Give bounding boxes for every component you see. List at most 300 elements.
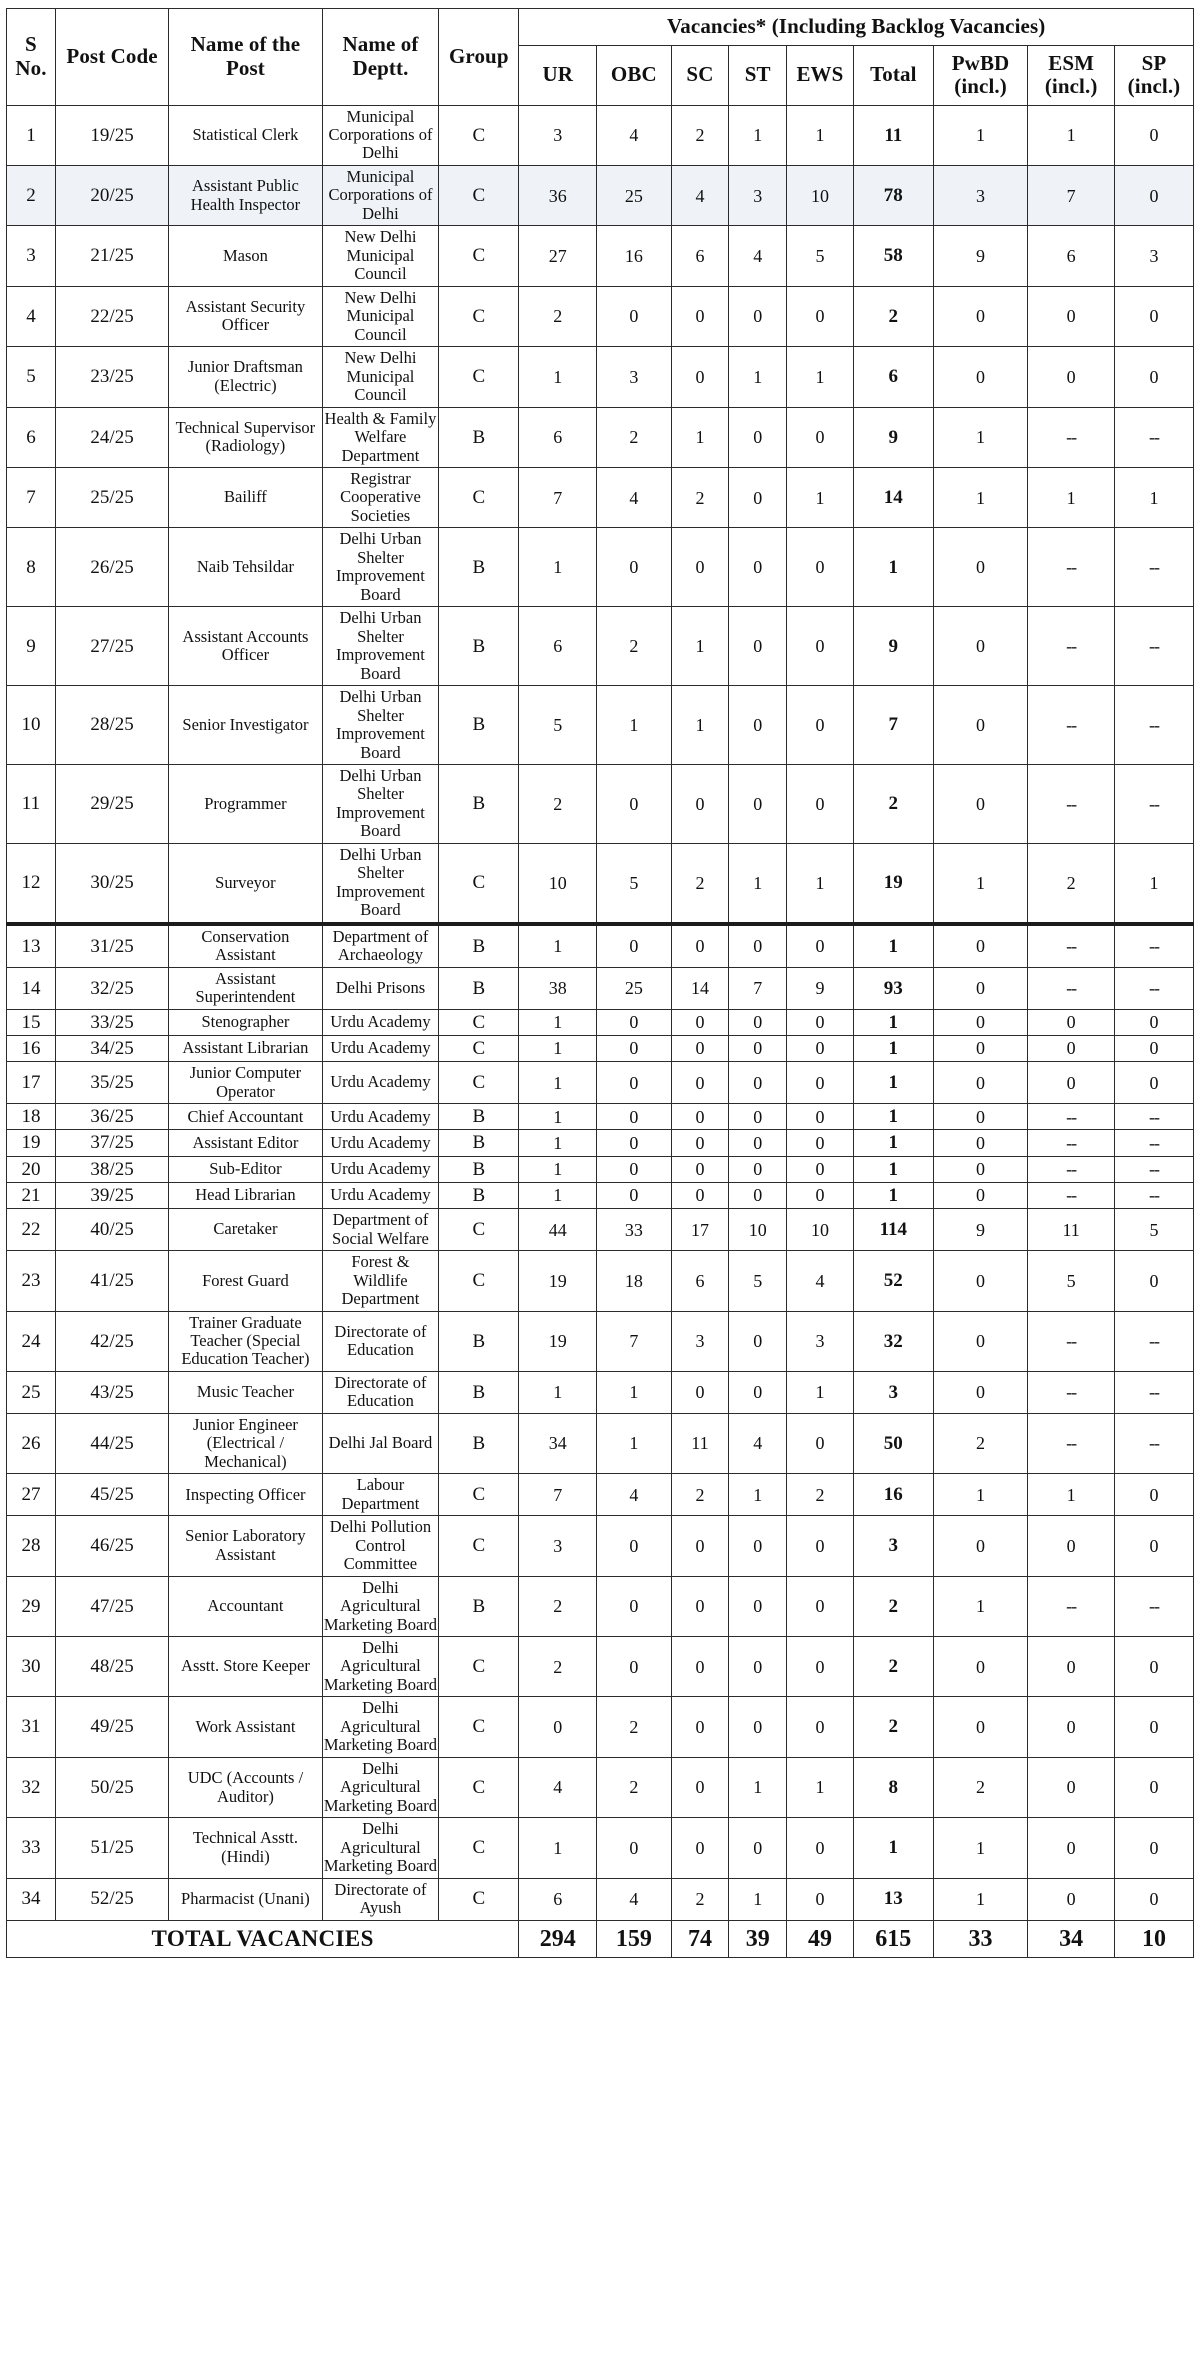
cell-ews: 2 xyxy=(787,1474,854,1516)
cell-pwbd: 0 xyxy=(933,1516,1027,1576)
cell-sc: 0 xyxy=(671,1757,729,1817)
cell-post-code: 50/25 xyxy=(55,1757,168,1817)
cell-post-code: 21/25 xyxy=(55,226,168,286)
cell-s-no: 30 xyxy=(7,1637,56,1697)
cell-sc: 0 xyxy=(671,1818,729,1878)
cell-post-code: 27/25 xyxy=(55,607,168,686)
cell-post-code: 44/25 xyxy=(55,1413,168,1473)
cell-pwbd: 1 xyxy=(933,843,1027,923)
cell-post-name: Junior Draftsman (Electric) xyxy=(169,347,322,407)
cell-ews: 0 xyxy=(787,765,854,844)
cell-pwbd: 0 xyxy=(933,1371,1027,1413)
cell-sc: 2 xyxy=(671,1474,729,1516)
cell-total: 2 xyxy=(853,286,933,346)
cell-ews: 0 xyxy=(787,924,854,967)
cell-ews: 0 xyxy=(787,1697,854,1757)
column-header-name-of-deptt-line2: Deptt. xyxy=(352,55,409,80)
cell-st: 0 xyxy=(729,1182,787,1208)
cell-ews: 0 xyxy=(787,1182,854,1208)
cell-obc: 33 xyxy=(597,1209,671,1251)
cell-s-no: 5 xyxy=(7,347,56,407)
cell-total: 1 xyxy=(853,1156,933,1182)
cell-st: 0 xyxy=(729,1637,787,1697)
cell-deptt-name: Delhi Agricultural Marketing Board xyxy=(322,1637,439,1697)
cell-ur: 1 xyxy=(519,1156,597,1182)
cell-st: 10 xyxy=(729,1209,787,1251)
cell-st: 0 xyxy=(729,467,787,527)
cell-total: 16 xyxy=(853,1474,933,1516)
cell-sc: 0 xyxy=(671,1009,729,1035)
cell-post-code: 46/25 xyxy=(55,1516,168,1576)
cell-pwbd: 0 xyxy=(933,1697,1027,1757)
cell-deptt-name: Urdu Academy xyxy=(322,1182,439,1208)
cell-group: C xyxy=(439,1474,519,1516)
cell-post-name: Statistical Clerk xyxy=(169,105,322,165)
cell-sp: 0 xyxy=(1114,1474,1193,1516)
table-row xyxy=(7,1516,1194,1576)
cell-sc: 0 xyxy=(671,528,729,607)
cell-esm: -- xyxy=(1028,1104,1115,1130)
cell-st: 1 xyxy=(729,843,787,923)
cell-deptt-name: Delhi Urban Shelter Improvement Board xyxy=(322,843,439,923)
table-row xyxy=(7,1251,1194,1311)
cell-obc: 0 xyxy=(597,1035,671,1061)
cell-total: 1 xyxy=(853,924,933,967)
cell-st: 1 xyxy=(729,105,787,165)
cell-st: 0 xyxy=(729,407,787,467)
cell-total: 2 xyxy=(853,1637,933,1697)
cell-deptt-name: Delhi Agricultural Marketing Board xyxy=(322,1576,439,1636)
column-header-name-of-post-line1: Name of the xyxy=(190,32,301,57)
cell-ur: 6 xyxy=(519,1878,597,1920)
cell-sc: 0 xyxy=(671,1104,729,1130)
cell-sc: 1 xyxy=(671,686,729,765)
cell-post-code: 25/25 xyxy=(55,467,168,527)
cell-sc: 0 xyxy=(671,1371,729,1413)
cell-sp: 0 xyxy=(1114,165,1193,225)
cell-ur: 6 xyxy=(519,407,597,467)
cell-post-name: Stenographer xyxy=(169,1009,322,1035)
table-row xyxy=(7,407,1194,467)
cell-esm: -- xyxy=(1028,1130,1115,1156)
table-row xyxy=(7,1371,1194,1413)
cell-sc: 1 xyxy=(671,607,729,686)
cell-sp: 3 xyxy=(1114,226,1193,286)
cell-deptt-name: Directorate of Education xyxy=(322,1371,439,1413)
column-header-pwbd xyxy=(933,45,1027,105)
cell-s-no: 27 xyxy=(7,1474,56,1516)
cell-st: 0 xyxy=(729,1818,787,1878)
cell-s-no: 13 xyxy=(7,924,56,967)
cell-pwbd: 0 xyxy=(933,1035,1027,1061)
cell-total: 14 xyxy=(853,467,933,527)
cell-s-no: 15 xyxy=(7,1009,56,1035)
cell-post-name: Assistant Superintendent xyxy=(169,967,322,1009)
cell-deptt-name: Delhi Prisons xyxy=(322,967,439,1009)
column-header-name-of-post-line2: Post xyxy=(225,55,265,80)
cell-sp: 0 xyxy=(1114,286,1193,346)
column-header-esm-line1: ESM xyxy=(1048,50,1095,75)
cell-deptt-name: Department of Archaeology xyxy=(322,924,439,967)
cell-sc: 0 xyxy=(671,1035,729,1061)
cell-pwbd: 0 xyxy=(933,1311,1027,1371)
cell-post-code: 51/25 xyxy=(55,1818,168,1878)
cell-obc: 0 xyxy=(597,1182,671,1208)
cell-s-no: 16 xyxy=(7,1035,56,1061)
cell-ur: 1 xyxy=(519,347,597,407)
cell-ews: 10 xyxy=(787,165,854,225)
cell-sc: 11 xyxy=(671,1413,729,1473)
cell-obc: 4 xyxy=(597,1878,671,1920)
cell-st: 0 xyxy=(729,686,787,765)
column-header-pwbd-line1: PwBD xyxy=(951,50,1010,75)
cell-ews: 0 xyxy=(787,1156,854,1182)
cell-pwbd: 0 xyxy=(933,765,1027,844)
cell-esm: -- xyxy=(1028,407,1115,467)
cell-sp: 1 xyxy=(1114,843,1193,923)
table-row xyxy=(7,1311,1194,1371)
cell-sp: 0 xyxy=(1114,1062,1193,1104)
cell-st: 5 xyxy=(729,1251,787,1311)
cell-post-code: 22/25 xyxy=(55,286,168,346)
total-sp: 10 xyxy=(1114,1920,1193,1958)
cell-s-no: 23 xyxy=(7,1251,56,1311)
column-header-group: Group xyxy=(439,9,519,106)
cell-total: 11 xyxy=(853,105,933,165)
cell-group: B xyxy=(439,1130,519,1156)
cell-esm: -- xyxy=(1028,924,1115,967)
cell-ews: 0 xyxy=(787,1516,854,1576)
table-row xyxy=(7,1182,1194,1208)
cell-obc: 0 xyxy=(597,765,671,844)
table-row xyxy=(7,1697,1194,1757)
cell-sp: -- xyxy=(1114,1413,1193,1473)
cell-post-code: 26/25 xyxy=(55,528,168,607)
cell-esm: -- xyxy=(1028,1156,1115,1182)
cell-ews: 1 xyxy=(787,843,854,923)
cell-s-no: 20 xyxy=(7,1156,56,1182)
table-row xyxy=(7,226,1194,286)
cell-ews: 1 xyxy=(787,105,854,165)
cell-group: B xyxy=(439,765,519,844)
column-header-name-of-deptt xyxy=(322,9,439,106)
cell-st: 0 xyxy=(729,1311,787,1371)
cell-obc: 25 xyxy=(597,967,671,1009)
cell-sp: 0 xyxy=(1114,1878,1193,1920)
cell-ur: 3 xyxy=(519,105,597,165)
cell-st: 1 xyxy=(729,1757,787,1817)
cell-ews: 1 xyxy=(787,467,854,527)
cell-ur: 5 xyxy=(519,686,597,765)
cell-deptt-name: Urdu Academy xyxy=(322,1104,439,1130)
cell-deptt-name: Registrar Cooperative Societies xyxy=(322,467,439,527)
cell-st: 0 xyxy=(729,607,787,686)
cell-ews: 0 xyxy=(787,1104,854,1130)
cell-ur: 10 xyxy=(519,843,597,923)
cell-sc: 17 xyxy=(671,1209,729,1251)
cell-obc: 0 xyxy=(597,1104,671,1130)
column-header-s-no-line2: No. xyxy=(15,55,47,80)
cell-ur: 19 xyxy=(519,1311,597,1371)
cell-deptt-name: Labour Department xyxy=(322,1474,439,1516)
cell-sp: 0 xyxy=(1114,1697,1193,1757)
column-header-s-no xyxy=(7,9,56,106)
cell-deptt-name: Urdu Academy xyxy=(322,1156,439,1182)
cell-esm: 0 xyxy=(1028,1697,1115,1757)
cell-deptt-name: Delhi Jal Board xyxy=(322,1413,439,1473)
cell-st: 0 xyxy=(729,1156,787,1182)
cell-post-name: Surveyor xyxy=(169,843,322,923)
cell-group: C xyxy=(439,467,519,527)
cell-group: C xyxy=(439,286,519,346)
cell-group: B xyxy=(439,528,519,607)
cell-obc: 1 xyxy=(597,1371,671,1413)
cell-sp: 0 xyxy=(1114,1818,1193,1878)
cell-sc: 0 xyxy=(671,1637,729,1697)
cell-total: 3 xyxy=(853,1371,933,1413)
cell-esm: -- xyxy=(1028,765,1115,844)
cell-deptt-name: Directorate of Education xyxy=(322,1311,439,1371)
cell-ews: 1 xyxy=(787,1757,854,1817)
cell-group: C xyxy=(439,105,519,165)
cell-group: C xyxy=(439,1035,519,1061)
cell-deptt-name: Health & Family Welfare Department xyxy=(322,407,439,467)
cell-s-no: 26 xyxy=(7,1413,56,1473)
cell-s-no: 32 xyxy=(7,1757,56,1817)
total-total: 615 xyxy=(853,1920,933,1958)
cell-group: C xyxy=(439,1209,519,1251)
cell-group: C xyxy=(439,1697,519,1757)
cell-obc: 4 xyxy=(597,105,671,165)
cell-ur: 1 xyxy=(519,1130,597,1156)
total-ews: 49 xyxy=(787,1920,854,1958)
column-header-post-code: Post Code xyxy=(55,9,168,106)
cell-pwbd: 1 xyxy=(933,105,1027,165)
cell-pwbd: 1 xyxy=(933,407,1027,467)
cell-sc: 0 xyxy=(671,1697,729,1757)
cell-obc: 2 xyxy=(597,1697,671,1757)
table-row xyxy=(7,1637,1194,1697)
column-header-obc: OBC xyxy=(597,45,671,105)
cell-group: B xyxy=(439,1576,519,1636)
column-header-sp-line2: (incl.) xyxy=(1127,74,1181,99)
cell-post-name: Chief Accountant xyxy=(169,1104,322,1130)
cell-group: B xyxy=(439,967,519,1009)
column-header-total: Total xyxy=(853,45,933,105)
cell-ur: 19 xyxy=(519,1251,597,1311)
cell-post-name: Music Teacher xyxy=(169,1371,322,1413)
cell-obc: 7 xyxy=(597,1311,671,1371)
cell-pwbd: 0 xyxy=(933,1637,1027,1697)
cell-sc: 0 xyxy=(671,1516,729,1576)
cell-esm: 0 xyxy=(1028,1637,1115,1697)
cell-post-name: Caretaker xyxy=(169,1209,322,1251)
cell-sc: 2 xyxy=(671,105,729,165)
cell-post-code: 47/25 xyxy=(55,1576,168,1636)
cell-deptt-name: Delhi Pollution Control Committee xyxy=(322,1516,439,1576)
cell-st: 0 xyxy=(729,1516,787,1576)
cell-esm: 0 xyxy=(1028,1035,1115,1061)
cell-deptt-name: Urdu Academy xyxy=(322,1130,439,1156)
cell-post-code: 49/25 xyxy=(55,1697,168,1757)
column-header-st: ST xyxy=(729,45,787,105)
cell-esm: -- xyxy=(1028,686,1115,765)
vacancy-table xyxy=(6,8,1194,1958)
cell-s-no: 19 xyxy=(7,1130,56,1156)
cell-s-no: 7 xyxy=(7,467,56,527)
cell-obc: 0 xyxy=(597,1062,671,1104)
table-row xyxy=(7,467,1194,527)
cell-total: 6 xyxy=(853,347,933,407)
cell-ur: 1 xyxy=(519,1182,597,1208)
cell-esm: 2 xyxy=(1028,843,1115,923)
cell-sc: 3 xyxy=(671,1311,729,1371)
table-row xyxy=(7,924,1194,967)
cell-ur: 7 xyxy=(519,1474,597,1516)
cell-s-no: 33 xyxy=(7,1818,56,1878)
cell-total: 13 xyxy=(853,1878,933,1920)
cell-ur: 4 xyxy=(519,1757,597,1817)
cell-ur: 7 xyxy=(519,467,597,527)
cell-pwbd: 0 xyxy=(933,1104,1027,1130)
cell-esm: 5 xyxy=(1028,1251,1115,1311)
cell-sp: -- xyxy=(1114,1311,1193,1371)
cell-obc: 3 xyxy=(597,347,671,407)
cell-ews: 0 xyxy=(787,1009,854,1035)
cell-ur: 1 xyxy=(519,1371,597,1413)
cell-obc: 5 xyxy=(597,843,671,923)
cell-total: 1 xyxy=(853,1130,933,1156)
cell-obc: 16 xyxy=(597,226,671,286)
cell-total: 52 xyxy=(853,1251,933,1311)
cell-total: 1 xyxy=(853,1182,933,1208)
cell-deptt-name: Delhi Agricultural Marketing Board xyxy=(322,1697,439,1757)
cell-sp: 1 xyxy=(1114,467,1193,527)
cell-pwbd: 0 xyxy=(933,1130,1027,1156)
cell-pwbd: 2 xyxy=(933,1413,1027,1473)
cell-ur: 2 xyxy=(519,1637,597,1697)
table-row xyxy=(7,765,1194,844)
cell-st: 0 xyxy=(729,924,787,967)
total-pwbd: 33 xyxy=(933,1920,1027,1958)
cell-sp: -- xyxy=(1114,607,1193,686)
cell-ur: 1 xyxy=(519,1035,597,1061)
cell-s-no: 9 xyxy=(7,607,56,686)
total-sc: 74 xyxy=(671,1920,729,1958)
cell-sc: 14 xyxy=(671,967,729,1009)
cell-pwbd: 3 xyxy=(933,165,1027,225)
cell-esm: -- xyxy=(1028,1311,1115,1371)
cell-obc: 25 xyxy=(597,165,671,225)
cell-ur: 6 xyxy=(519,607,597,686)
cell-pwbd: 2 xyxy=(933,1757,1027,1817)
cell-st: 0 xyxy=(729,1130,787,1156)
cell-st: 4 xyxy=(729,1413,787,1473)
cell-total: 50 xyxy=(853,1413,933,1473)
cell-group: B xyxy=(439,407,519,467)
cell-esm: 1 xyxy=(1028,467,1115,527)
table-row xyxy=(7,1130,1194,1156)
cell-sc: 6 xyxy=(671,226,729,286)
cell-total: 58 xyxy=(853,226,933,286)
cell-ews: 9 xyxy=(787,967,854,1009)
cell-s-no: 34 xyxy=(7,1878,56,1920)
cell-ur: 2 xyxy=(519,286,597,346)
cell-total: 1 xyxy=(853,1104,933,1130)
cell-ews: 4 xyxy=(787,1251,854,1311)
cell-pwbd: 0 xyxy=(933,286,1027,346)
cell-st: 0 xyxy=(729,1009,787,1035)
cell-post-name: Assistant Public Health Inspector xyxy=(169,165,322,225)
cell-pwbd: 0 xyxy=(933,347,1027,407)
cell-esm: -- xyxy=(1028,607,1115,686)
cell-deptt-name: Urdu Academy xyxy=(322,1009,439,1035)
cell-pwbd: 1 xyxy=(933,467,1027,527)
cell-st: 0 xyxy=(729,1062,787,1104)
cell-s-no: 25 xyxy=(7,1371,56,1413)
cell-post-code: 43/25 xyxy=(55,1371,168,1413)
cell-ur: 1 xyxy=(519,1009,597,1035)
total-vacancies-row xyxy=(7,1920,1194,1958)
cell-post-code: 48/25 xyxy=(55,1637,168,1697)
cell-total: 1 xyxy=(853,1009,933,1035)
total-esm: 34 xyxy=(1028,1920,1115,1958)
cell-sc: 2 xyxy=(671,1878,729,1920)
cell-deptt-name: Forest & Wildlife Department xyxy=(322,1251,439,1311)
cell-pwbd: 1 xyxy=(933,1818,1027,1878)
cell-esm: 0 xyxy=(1028,1516,1115,1576)
cell-post-name: Assistant Librarian xyxy=(169,1035,322,1061)
table-row xyxy=(7,1757,1194,1817)
cell-post-name: Technical Asstt. (Hindi) xyxy=(169,1818,322,1878)
table-footer xyxy=(7,1920,1194,1958)
cell-post-code: 19/25 xyxy=(55,105,168,165)
cell-pwbd: 1 xyxy=(933,1576,1027,1636)
table-header xyxy=(7,9,1194,106)
cell-post-code: 29/25 xyxy=(55,765,168,844)
cell-esm: -- xyxy=(1028,967,1115,1009)
cell-ews: 0 xyxy=(787,1576,854,1636)
cell-post-name: Forest Guard xyxy=(169,1251,322,1311)
cell-esm: 0 xyxy=(1028,1757,1115,1817)
cell-deptt-name: Urdu Academy xyxy=(322,1062,439,1104)
cell-post-name: Assistant Security Officer xyxy=(169,286,322,346)
cell-post-name: Inspecting Officer xyxy=(169,1474,322,1516)
cell-deptt-name: New Delhi Municipal Council xyxy=(322,226,439,286)
cell-ur: 2 xyxy=(519,1576,597,1636)
table-row xyxy=(7,1209,1194,1251)
column-header-sc: SC xyxy=(671,45,729,105)
cell-s-no: 21 xyxy=(7,1182,56,1208)
cell-post-name: UDC (Accounts / Auditor) xyxy=(169,1757,322,1817)
cell-group: C xyxy=(439,1818,519,1878)
table-row xyxy=(7,286,1194,346)
cell-sc: 0 xyxy=(671,1182,729,1208)
cell-sp: -- xyxy=(1114,765,1193,844)
cell-post-name: Junior Computer Operator xyxy=(169,1062,322,1104)
cell-group: C xyxy=(439,165,519,225)
cell-st: 0 xyxy=(729,1104,787,1130)
total-vacancies-label: TOTAL VACANCIES xyxy=(7,1920,519,1958)
cell-obc: 18 xyxy=(597,1251,671,1311)
cell-post-name: Programmer xyxy=(169,765,322,844)
cell-post-name: Assistant Accounts Officer xyxy=(169,607,322,686)
table-body xyxy=(7,105,1194,1920)
table-row xyxy=(7,1104,1194,1130)
cell-obc: 0 xyxy=(597,1637,671,1697)
cell-pwbd: 0 xyxy=(933,528,1027,607)
cell-post-code: 33/25 xyxy=(55,1009,168,1035)
